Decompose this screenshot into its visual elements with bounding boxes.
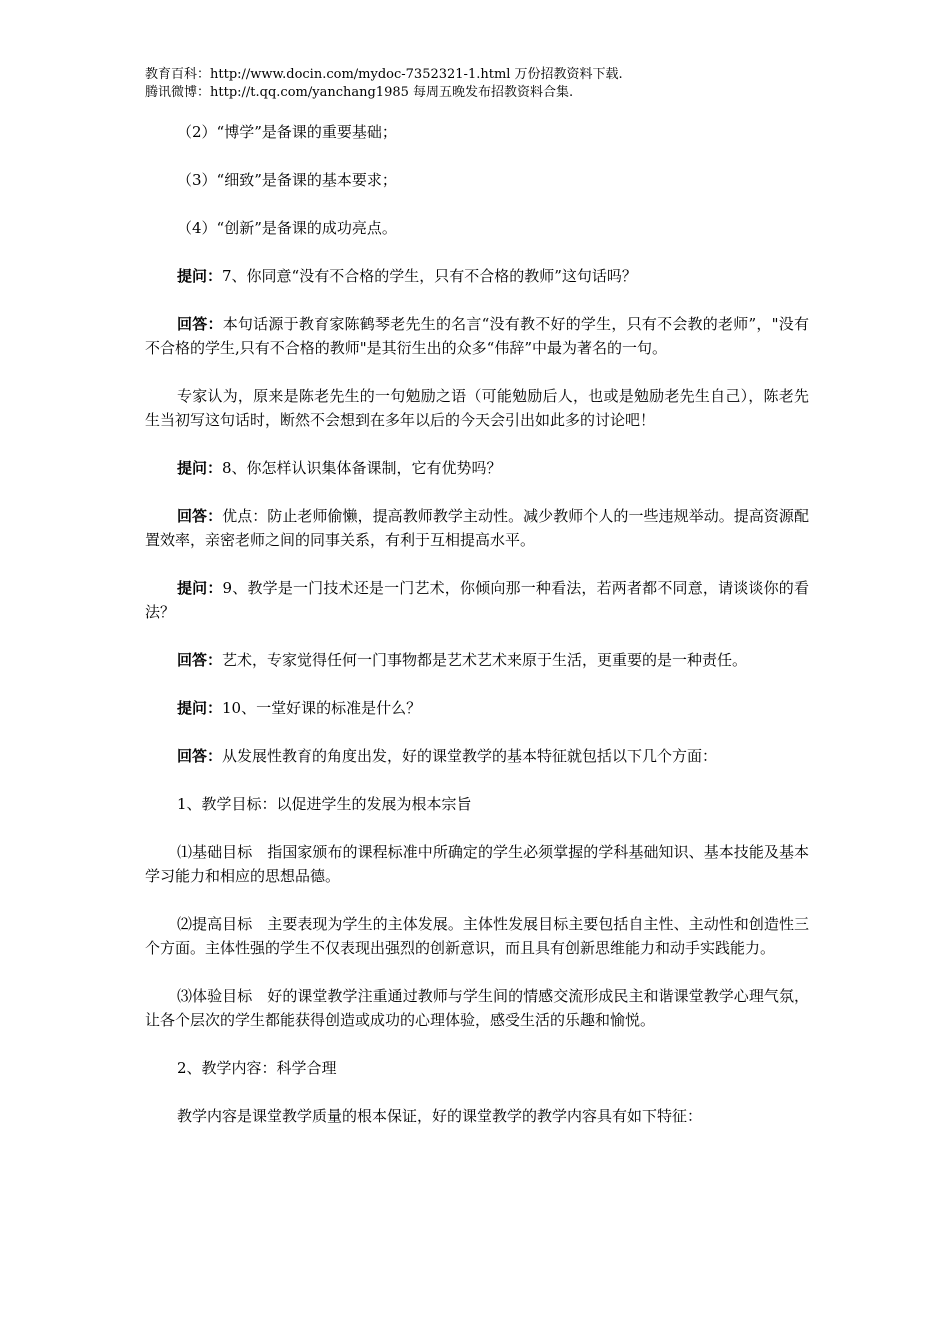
paragraph (145, 312, 809, 360)
header-line-docin: 教育百科：http://www.docin.com/mydoc-7352321-1.html 万份招教资料下载. (145, 67, 623, 82)
paragraph (145, 216, 809, 240)
paragraph (145, 264, 809, 288)
paragraph-text: 艺术，专家觉得任何一门事物都是艺术艺术来原于生活，更重要的是一种责任。 (222, 651, 748, 669)
paragraph (145, 384, 809, 432)
paragraph (145, 456, 809, 480)
paragraph-text: 本句话源于教育家陈鹤琴老先生的名言“没有教不好的学生，只有不会教的老师”，"没有不合格的学生,只有不合格的教师"是其衍生出的众多“伟辞”中最为著名的一句。 (145, 315, 809, 357)
header-line-weibo: 腾讯微博：http://t.qq.com/yanchang1985 每周五晚发布招教资料合集. (145, 85, 574, 100)
paragraph (145, 840, 809, 888)
paragraph-text: 7、你同意“没有不合格的学生，只有不合格的教师”这句话吗？ (222, 267, 637, 285)
paragraph (145, 648, 809, 672)
document-body (145, 120, 809, 1152)
paragraph-label: 回答： (177, 747, 223, 765)
paragraph-text: 2、教学内容：科学合理 (177, 1059, 337, 1077)
paragraph (145, 912, 809, 960)
paragraph (145, 576, 809, 624)
paragraph (145, 120, 809, 144)
paragraph-label: 回答： (177, 315, 223, 333)
paragraph-text: 从发展性教育的角度出发，好的课堂教学的基本特征就包括以下几个方面： (222, 747, 718, 765)
paragraph (145, 744, 809, 768)
paragraph (145, 984, 809, 1032)
paragraph-text: 8、你怎样认识集体备课制，它有优势吗？ (222, 459, 502, 477)
paragraph (145, 504, 809, 552)
paragraph-text: 优点：防止老师偷懒，提高教师教学主动性。减少教师个人的一些违规举动。提高资源配置效率，亲密老师之间的同事关系，有利于互相提高水平。 (145, 507, 809, 549)
paragraph-text: （2）“博学”是备课的重要基础； (177, 123, 397, 141)
paragraph-text: ⑵提高目标 主要表现为学生的主体发展。主体性发展目标主要包括自主性、主动性和创造性三个方面。主体性强的学生不仅表现出强烈的创新意识，而且具有创新思维能力和动手实践能力。 (145, 915, 809, 957)
paragraph-label: 提问： (177, 699, 223, 717)
paragraph (145, 1056, 809, 1080)
paragraph (145, 168, 809, 192)
paragraph-text: 10、一堂好课的标准是什么？ (222, 699, 422, 717)
paragraph-text: 教学内容是课堂教学质量的根本保证，好的课堂教学的教学内容具有如下特征： (177, 1107, 703, 1125)
paragraph-text: （4）“创新”是备课的成功亮点。 (177, 219, 397, 237)
paragraph-text: 9、教学是一门技术还是一门艺术，你倾向那一种看法，若两者都不同意，请谈谈你的看法？ (145, 579, 809, 621)
paragraph (145, 696, 809, 720)
paragraph-text: ⑴基础目标 指国家颁布的课程标准中所确定的学生必须掌握的学科基础知识、基本技能及基本学习能力和相应的思想品德。 (145, 843, 809, 885)
paragraph-text: ⑶体验目标 好的课堂教学注重通过教师与学生间的情感交流形成民主和谐课堂教学心理气氛，让各个层次的学生都能获得创造或成功的心理体验，感受生活的乐趣和愉悦。 (145, 987, 809, 1029)
paragraph (145, 1104, 809, 1128)
paragraph-label: 回答： (177, 651, 223, 669)
paragraph-text: 专家认为，原来是陈老先生的一句勉励之语（可能勉励后人，也或是勉励老先生自己），陈老先生当初写这句话时，断然不会想到在多年以后的今天会引出如此多的讨论吧！ (145, 387, 809, 429)
paragraph-label: 提问： (177, 579, 223, 597)
paragraph (145, 792, 809, 816)
paragraph-label: 提问： (177, 267, 223, 285)
page-header (145, 66, 623, 102)
paragraph-label: 回答： (177, 507, 223, 525)
paragraph-text: 1、教学目标：以促进学生的发展为根本宗旨 (177, 795, 472, 813)
paragraph-text: （3）“细致”是备课的基本要求； (177, 171, 397, 189)
paragraph-label: 提问： (177, 459, 223, 477)
